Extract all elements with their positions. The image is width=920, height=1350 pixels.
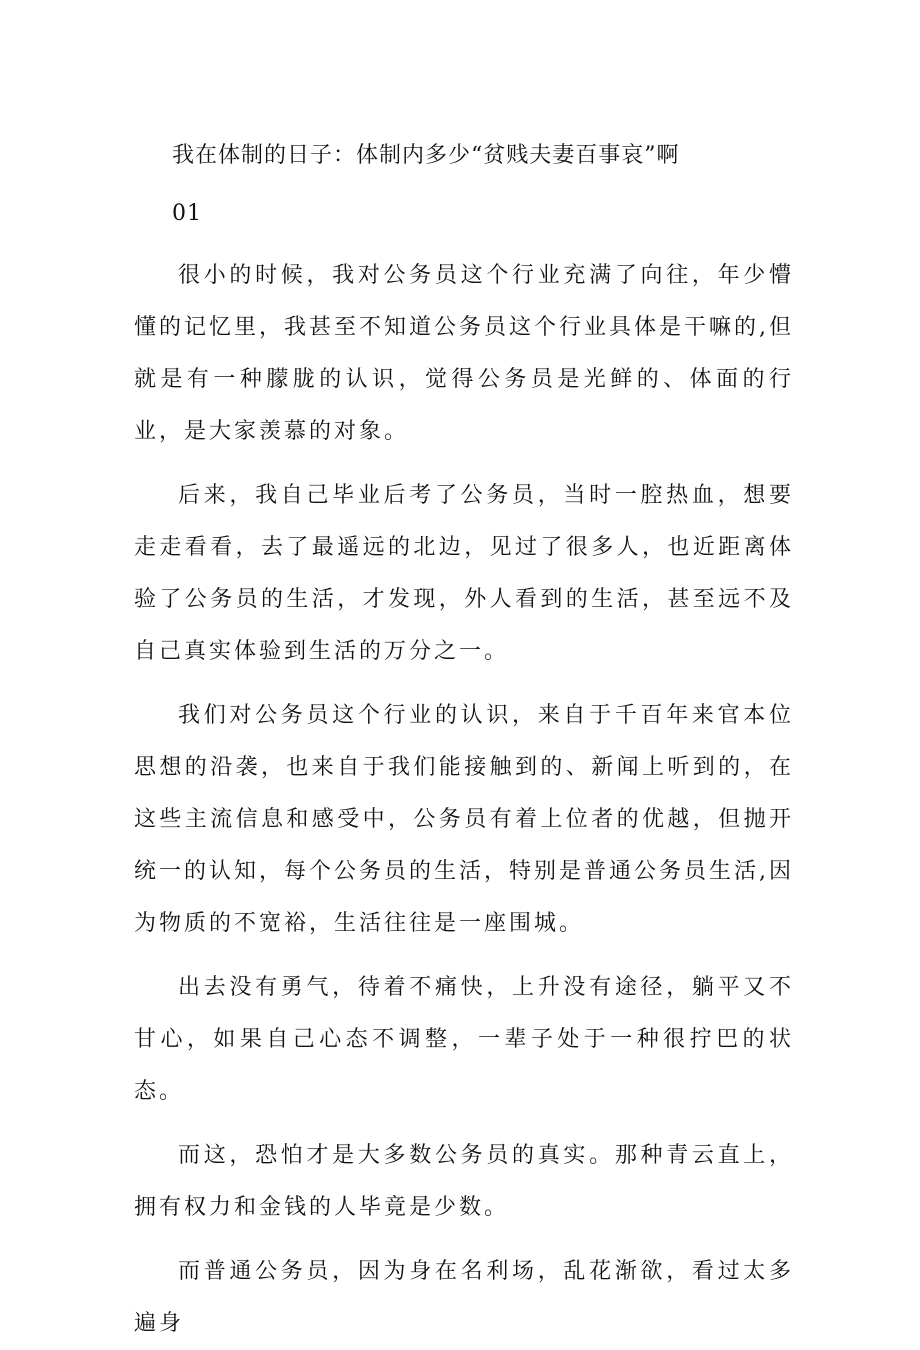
document-title: 我在体制的日子：体制内多少“贫贱夫妻百事哀”啊 (172, 143, 680, 168)
paragraph: 而这，恐怕才是大多数公务员的真实。那种青云直上，拥有权力和金钱的人毕竟是少数。 (134, 1143, 794, 1220)
paragraph: 我们对公务员这个行业的认识，来自于千百年来官本位思想的沿袭，也来自于我们能接触到的、新闻上听到的，在这些主流信息和感受中，公务员有着上位者的优越，但抛开统一的认知，每个公务员的生活，特别是普通公务员生活,因为物质的不宽裕，生活往往是一座围城。 (134, 703, 794, 936)
paragraph: 而普通公务员，因为身在名利场，乱花渐欲，看过太多遍身 (134, 1259, 794, 1336)
paragraph: 很小的时候，我对公务员这个行业充满了向往，年少懵懂的记忆里，我甚至不知道公务员这个行业具体是干嘛的,但就是有一种朦胧的认识，觉得公务员是光鲜的、体面的行业，是大家羡慕的对象。 (134, 263, 794, 444)
paragraph: 后来，我自己毕业后考了公务员，当时一腔热血，想要走走看看，去了最遥远的北边，见过了很多人，也近距离体验了公务员的生活，才发现，外人看到的生活，甚至远不及自己真实体验到生活的万分之一。 (134, 483, 794, 664)
section-number: 01 (172, 201, 202, 226)
paragraph: 出去没有勇气，待着不痛快，上升没有途径，躺平又不甘心，如果自己心态不调整，一辈子处于一种很拧巴的状态。 (134, 975, 794, 1104)
document-body (134, 250, 794, 1350)
